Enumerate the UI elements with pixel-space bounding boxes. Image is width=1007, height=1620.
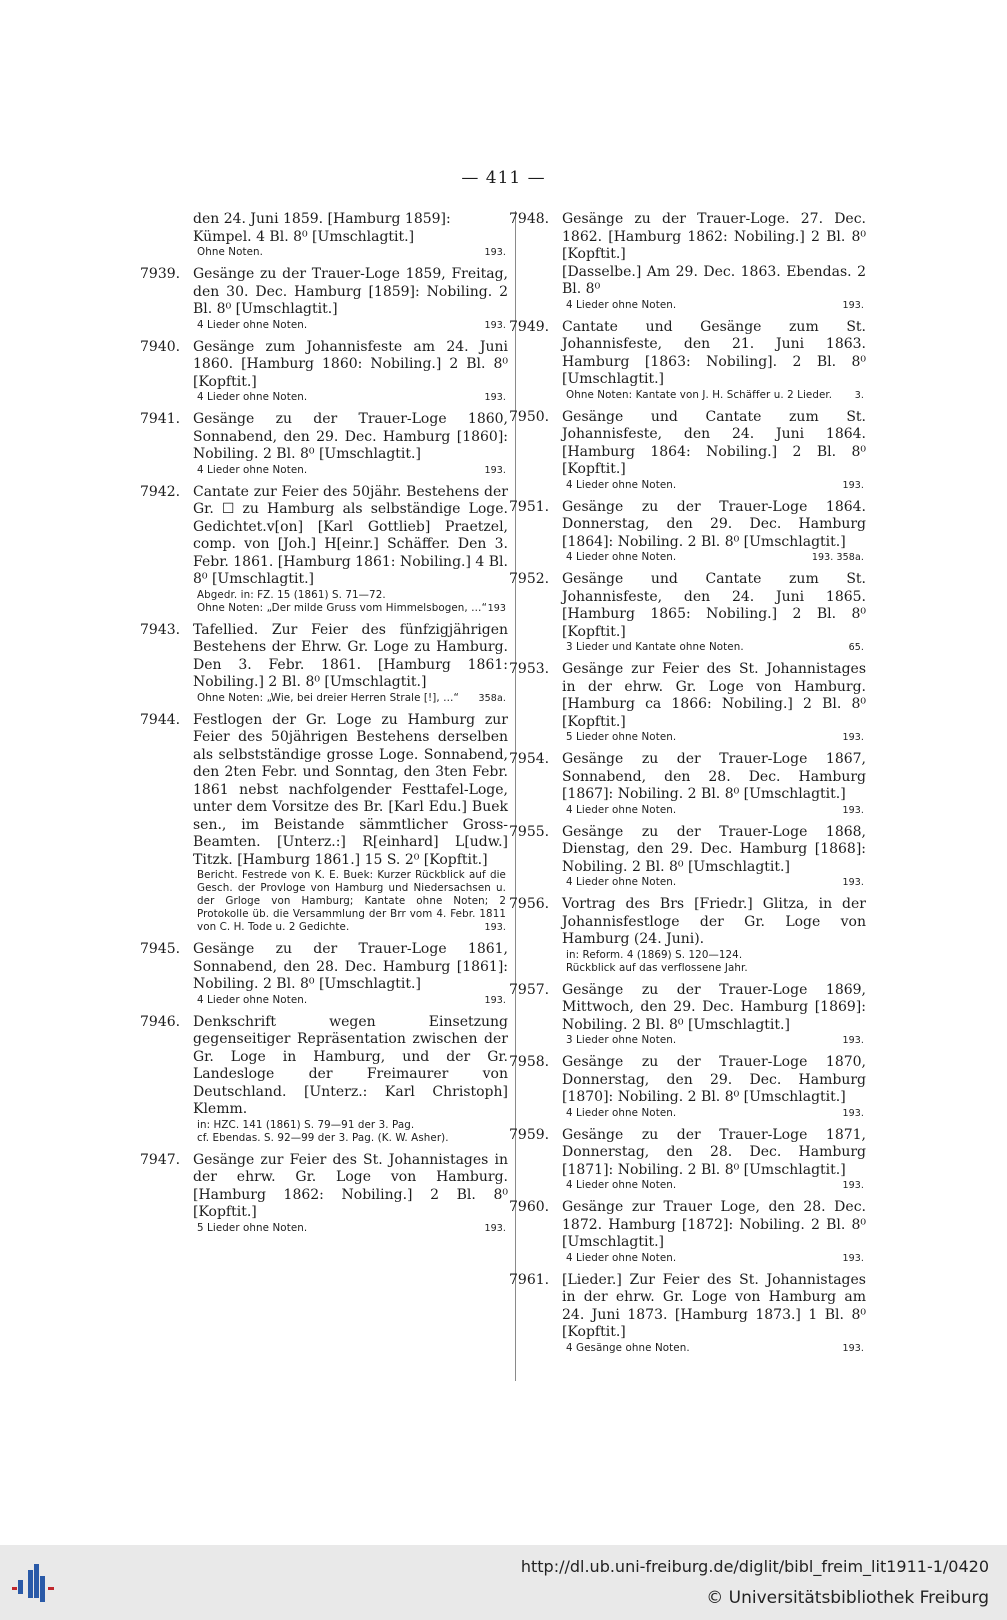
- entry-notes: [193, 319, 508, 332]
- entry-note: [562, 876, 866, 889]
- entry-notes: [562, 299, 866, 312]
- note-text: 4 Lieder ohne Noten.: [197, 391, 308, 403]
- note-reference: 193.: [842, 1107, 864, 1119]
- note-reference: 193.: [842, 1342, 864, 1354]
- entry-notes: [193, 692, 508, 705]
- entry-note: [562, 389, 866, 402]
- entry-text: [Lieder.] Zur Feier des St. Johannistages in der ehrw. Gr. Loge von Hamburg am 24. Juni 1873. [Hamburg 1873.] 1 Bl. 8⁰ [Kopftit.]: [562, 1271, 866, 1340]
- footer-bar: [0, 1545, 1007, 1620]
- entry-notes: [562, 876, 866, 889]
- entry-number: 7951.: [509, 498, 550, 515]
- entry-number: 7955.: [509, 823, 550, 840]
- entry-text: Gesänge zu der Trauer-Loge 1868, Dienstag, den 29. Dec. Hamburg [1868]: Nobiling. 2 Bl. 8⁰ [Umschlagtit.]: [562, 823, 866, 875]
- note-text: 4 Lieder ohne Noten.: [566, 478, 677, 491]
- entry-number: 7957.: [509, 981, 550, 998]
- entry-list: [509, 211, 866, 1355]
- note-reference: 65.: [848, 642, 864, 653]
- entry-text: Gesänge zur Feier des St. Johannistages in der ehrw. Gr. Loge von Hamburg. [Hamburg ca 1866: Nobiling.] 2 Bl. 8⁰ [Kopftit.]: [562, 661, 866, 730]
- entry-number: 7949.: [509, 318, 550, 335]
- note-text: 4 Lieder ohne Noten.: [197, 463, 308, 476]
- note-text: 3 Lieder und Kantate ohne Noten.: [566, 641, 744, 653]
- note-text: 4 Lieder ohne Noten.: [566, 876, 677, 888]
- entry-note: [193, 589, 508, 602]
- bibliography-entry: [509, 896, 866, 975]
- entry-notes: [562, 1107, 866, 1120]
- bibliography-entry: [509, 1199, 866, 1265]
- entry-number: 7961.: [509, 1271, 550, 1288]
- note-reference: 3.: [854, 389, 864, 401]
- note-text: 4 Lieder ohne Noten.: [197, 993, 308, 1006]
- bibliography-entry: [509, 824, 866, 890]
- entry-number: 7945.: [140, 941, 181, 957]
- bibliography-entry: [140, 266, 508, 332]
- entry-note: [193, 692, 508, 705]
- entry-text: Gesänge zu der Trauer-Loge 1861, Sonnabend, den 28. Dec. Hamburg [1861]: Nobiling. 2 Bl. 8⁰ [Umschlagtit.]: [193, 941, 508, 992]
- entry-text: Gesänge zur Feier des St. Johannistages in der ehrw. Gr. Loge von Hamburg. [Hamburg 1862: Nobiling.] 2 Bl. 8⁰ [Kopftit.]: [193, 1151, 508, 1220]
- entry-text: Gesänge zum Johannisfeste am 24. Juni 1860. [Hamburg 1860: Nobiling.] 2 Bl. 8⁰ [Kopftit.]: [193, 338, 508, 390]
- note-text: Bericht. Festrede von K. E. Buek: Kurzer Rückblick auf die Gesch. der Provloge von Hamburg und Niedersachsen u. der Grloge von Hamburg; Kantate ohne Noten; 2 Protokolle üb. die Versammlung der Brr vom 4. Febr. 1811 von C. H. Tode u. 2 Gedichte.: [197, 869, 506, 933]
- note-text: Ohne Noten: „Wie, bei dreier Herren Strale [!], …“: [197, 691, 459, 704]
- entry-notes: [193, 994, 508, 1007]
- entry-text: Gesänge zu der Trauer-Loge 1870, Donnerstag, den 29. Dec. Hamburg [1870]: Nobiling. 2 Bl. 8⁰ [Umschlagtit.]: [562, 1054, 866, 1105]
- bibliography-entry: [140, 712, 508, 935]
- note-reference: 193.: [484, 1222, 506, 1234]
- bibliography-entry: [140, 941, 508, 1007]
- entry-note: [562, 299, 866, 312]
- note-reference: 193: [487, 602, 506, 614]
- entry-notes: [193, 589, 508, 615]
- entry-number: 7947.: [140, 1151, 181, 1168]
- entry-number: 7943.: [140, 621, 181, 638]
- entry-number: 7956.: [509, 896, 550, 912]
- entry-notes: [193, 246, 508, 259]
- entry-note: [562, 641, 866, 654]
- note-text: 4 Lieder ohne Noten.: [566, 1106, 677, 1119]
- entry-note: [562, 1034, 866, 1047]
- note-text: 4 Lieder ohne Noten.: [566, 1179, 677, 1191]
- entry-number: 7954.: [509, 751, 550, 767]
- entry-note: [193, 319, 508, 332]
- entry-notes: [562, 1034, 866, 1047]
- note-reference: 193.: [842, 877, 864, 888]
- note-reference: 193.: [842, 299, 864, 311]
- left-column: [140, 211, 508, 1242]
- entry-note: [562, 1107, 866, 1120]
- entry-text: Festlogen der Gr. Loge zu Hamburg zur Feier des 50jährigen Bestehens derselben als selbstständige grosse Loge. Sonnabend, den 2ten Febr. und Sonntag, den 3ten Febr. 1861 nebst nachfolgender Festtafel-Loge, unter dem Vorsitze des Br. [Karl Edu.] Buek sen., im Beistande sämmtlicher Gross-Beamten. [Unterz.:] R[einhard] L[udw.] Titzk. [Hamburg 1861.] 15 S. 2⁰ [Kopftit.]: [193, 711, 508, 868]
- entry-text: Gesänge und Cantate zum St. Johannisfeste, den 24. Juni 1864. [Hamburg 1864: Nobiling.] 2 Bl. 8⁰ [Kopftit.]: [562, 408, 866, 477]
- entry-list: [140, 266, 508, 1235]
- entry-notes: [562, 731, 866, 744]
- entry-notes: [562, 804, 866, 817]
- note-text: Abgedr. in: FZ. 15 (1861) S. 71—72.: [197, 588, 386, 601]
- entry-number: 7960.: [509, 1199, 550, 1215]
- entry-notes: [562, 389, 866, 402]
- entry-notes: [562, 1252, 866, 1265]
- bibliography-entry: [140, 339, 508, 405]
- note-text: 5 Lieder ohne Noten.: [566, 731, 677, 743]
- entry-note: [193, 994, 508, 1007]
- entry-note: [562, 479, 866, 492]
- bibliography-entry: [140, 484, 508, 615]
- entry-note: [562, 551, 866, 564]
- note-reference: 193.: [484, 922, 506, 933]
- entry-number: 7939.: [140, 266, 181, 282]
- entry-number: 7940.: [140, 338, 181, 355]
- note-reference: 193.: [484, 464, 506, 476]
- continued-entry: [140, 211, 508, 259]
- library-logo-icon: [10, 1560, 66, 1606]
- entry-number: 7959.: [509, 1126, 550, 1143]
- page-number: — 411 —: [461, 168, 546, 188]
- entry-text: den 24. Juni 1859. [Hamburg 1859]: Kümpel. 4 Bl. 8⁰ [Umschlagtit.]: [193, 211, 451, 245]
- note-text: 4 Gesänge ohne Noten.: [566, 1341, 690, 1354]
- note-text: Rückblick auf das verflossene Jahr.: [566, 961, 748, 974]
- entry-note: [193, 869, 508, 934]
- note-reference: 193.: [484, 319, 506, 331]
- note-text: 4 Lieder ohne Noten.: [566, 298, 677, 311]
- entry-number: 7953.: [509, 661, 550, 677]
- entry-note: [562, 1252, 866, 1265]
- bibliography-entry: [140, 1152, 508, 1235]
- note-reference: 193.: [484, 994, 506, 1006]
- bibliography-entry: [509, 1127, 866, 1193]
- note-reference: 193.: [484, 392, 506, 403]
- entry-notes: [193, 1119, 508, 1145]
- entry-note: [193, 602, 508, 615]
- entry-note: [562, 1179, 866, 1192]
- bibliography-entry: [509, 751, 866, 817]
- entry-note: [193, 246, 508, 259]
- note-reference: 193.: [842, 1180, 864, 1191]
- note-reference: 193. 358a.: [811, 552, 864, 563]
- entry-text: Gesänge zu der Trauer-Loge 1871, Donnerstag, den 28. Dec. Hamburg [1871]: Nobiling. 2 Bl. 8⁰ [Umschlagtit.]: [562, 1126, 866, 1178]
- bibliography-entry: [509, 409, 866, 492]
- bibliography-entry: [509, 661, 866, 744]
- entry-text: Gesänge zu der Trauer-Loge 1869, Mittwoch, den 29. Dec. Hamburg [1869]: Nobiling. 2 Bl. 8⁰ [Umschlagtit.]: [562, 981, 866, 1033]
- note-text: 5 Lieder ohne Noten.: [197, 1221, 308, 1234]
- note-text: in: HZC. 141 (1861) S. 79—91 der 3. Pag.: [197, 1118, 415, 1131]
- bibliography-entry: [509, 499, 866, 565]
- entry-text: Denkschrift wegen Einsetzung gegenseitiger Repräsentation zwischen der Gr. Loge in Hamburg, und der Gr. Landesloge der Freimaurer von Deutschland. [Unterz.: Karl Christoph] Klemm.: [193, 1013, 508, 1117]
- entry-note: [562, 949, 866, 962]
- entry-text: Vortrag des Brs [Friedr.] Glitza, in der Johannisfestloge der Gr. Loge von Hamburg (24. Juni).: [562, 896, 866, 947]
- entry-note: [562, 962, 866, 975]
- entry-notes: [562, 551, 866, 564]
- note-reference: 193.: [842, 804, 864, 816]
- footer-copyright: © Universitätsbibliothek Freiburg: [706, 1588, 989, 1608]
- note-text: 3 Lieder ohne Noten.: [566, 1034, 677, 1046]
- right-column: [509, 211, 866, 1362]
- entry-number: 7944.: [140, 711, 181, 728]
- bibliography-entry: [140, 1014, 508, 1145]
- note-text: 4 Lieder ohne Noten.: [566, 551, 677, 563]
- entry-note: [193, 1119, 508, 1132]
- entry-text: Tafellied. Zur Feier des fünfzigjährigen Bestehens der Ehrw. Gr. Loge zu Hamburg. Den 3. Febr. 1861. [Hamburg 1861: Nobiling.] 2 Bl. 8⁰ [Umschlagtit.]: [193, 621, 508, 690]
- entry-number: 7958.: [509, 1054, 550, 1070]
- bibliography-entry: [509, 1272, 866, 1355]
- entry-number: 7952.: [509, 571, 550, 587]
- note-reference: 193.: [842, 1035, 864, 1046]
- entry-text: Gesänge zu der Trauer-Loge 1864. Donnerstag, den 29. Dec. Hamburg [1864]: Nobiling. 2 Bl. 8⁰ [Umschlagtit.]: [562, 498, 866, 550]
- bibliography-entry: [509, 982, 866, 1048]
- note-text: 4 Lieder ohne Noten.: [566, 1251, 677, 1264]
- entry-notes: [193, 1222, 508, 1235]
- bibliography-entry: [509, 211, 866, 312]
- note-text: 4 Lieder ohne Noten.: [566, 803, 677, 816]
- entry-notes: [562, 641, 866, 654]
- entry-note: [562, 804, 866, 817]
- note-reference: 193.: [842, 732, 864, 743]
- entry-notes: [562, 1179, 866, 1192]
- entry-text: Cantate und Gesänge zum St. Johannisfeste, den 21. Juni 1863. Hamburg [1863: Nobiling]. 2 Bl. 8⁰ [Umschlagtit.]: [562, 318, 866, 387]
- bibliography-entry: [509, 1054, 866, 1120]
- entry-text: Gesänge zu der Trauer-Loge 1859, Freitag, den 30. Dec. Hamburg [1859]: Nobiling. 2 Bl. 8⁰ [Umschlagtit.]: [193, 266, 508, 317]
- note-reference: 193.: [842, 479, 864, 491]
- note-reference: 193.: [484, 247, 506, 258]
- bibliography-entry: [140, 622, 508, 705]
- entry-note: [562, 731, 866, 744]
- entry-notes: [193, 869, 508, 934]
- note-text: Ohne Noten.: [197, 246, 264, 258]
- entry-notes: [562, 479, 866, 492]
- entry-number: 7941.: [140, 411, 181, 427]
- note-text: Ohne Noten: „Der milde Gruss vom Himmelsbogen, …“: [197, 601, 488, 614]
- entry-text: Gesänge zur Trauer Loge, den 28. Dec. 1872. Hamburg [1872]: Nobiling. 2 Bl. 8⁰ [Umschlagtit.]: [562, 1199, 866, 1250]
- entry-notes: [562, 949, 866, 975]
- entry-text: Gesänge zu der Trauer-Loge 1860, Sonnabend, den 29. Dec. Hamburg [1860]: Nobiling. 2 Bl. 8⁰ [Umschlagtit.]: [193, 411, 508, 462]
- bibliography-entry: [140, 411, 508, 477]
- note-text: Ohne Noten: Kantate von J. H. Schäffer u. 2 Lieder.: [566, 388, 833, 401]
- note-text: cf. Ebendas. S. 92—99 der 3. Pag. (K. W. Asher).: [197, 1131, 449, 1144]
- entry-number: 7950.: [509, 408, 550, 425]
- entry-note: [193, 391, 508, 404]
- entry-text: Gesänge zu der Trauer-Loge. 27. Dec. 1862. [Hamburg 1862: Nobiling.] 2 Bl. 8⁰ [Kopftit.] [Dasselbe.] Am 29. Dec. 1863. Ebendas. 2 Bl. 8⁰: [562, 211, 866, 297]
- entry-note: [193, 464, 508, 477]
- entry-number: 7948.: [509, 211, 550, 227]
- entry-note: [193, 1222, 508, 1235]
- entry-text: Gesänge und Cantate zum St. Johannisfeste, den 24. Juni 1865. [Hamburg 1865: Nobiling.] 2 Bl. 8⁰ [Kopftit.]: [562, 571, 866, 640]
- note-text: 4 Lieder ohne Noten.: [197, 318, 308, 331]
- entry-number: 7942.: [140, 483, 181, 500]
- entry-note: [193, 1132, 508, 1145]
- bibliography-entry: [509, 571, 866, 654]
- bibliography-entry: [509, 319, 866, 402]
- footer-url[interactable]: http://dl.ub.uni-freiburg.de/diglit/bibl_freim_lit1911-1/0420: [520, 1557, 989, 1576]
- entry-notes: [562, 1342, 866, 1355]
- note-reference: 358a.: [478, 692, 506, 704]
- entry-text: Cantate zur Feier des 50jähr. Bestehens der Gr. ☐ zu Hamburg als selbständige Loge. Gedichtet.v[on] [Karl Gottlieb] Praetzel, comp. von [Joh.] H[einr.] Schäffer. Den 3. Febr. 1861. [Hamburg 1861: Nobiling.] 4 Bl. 8⁰ [Umschlagtit.]: [193, 483, 508, 587]
- note-reference: 193.: [842, 1252, 864, 1264]
- entry-note: [562, 1342, 866, 1355]
- entry-number: 7946.: [140, 1013, 181, 1030]
- entry-text: Gesänge zu der Trauer-Loge 1867, Sonnabend, den 28. Dec. Hamburg [1867]: Nobiling. 2 Bl. 8⁰ [Umschlagtit.]: [562, 751, 866, 802]
- entry-notes: [193, 464, 508, 477]
- note-text: in: Reform. 4 (1869) S. 120—124.: [566, 948, 743, 961]
- entry-notes: [193, 391, 508, 404]
